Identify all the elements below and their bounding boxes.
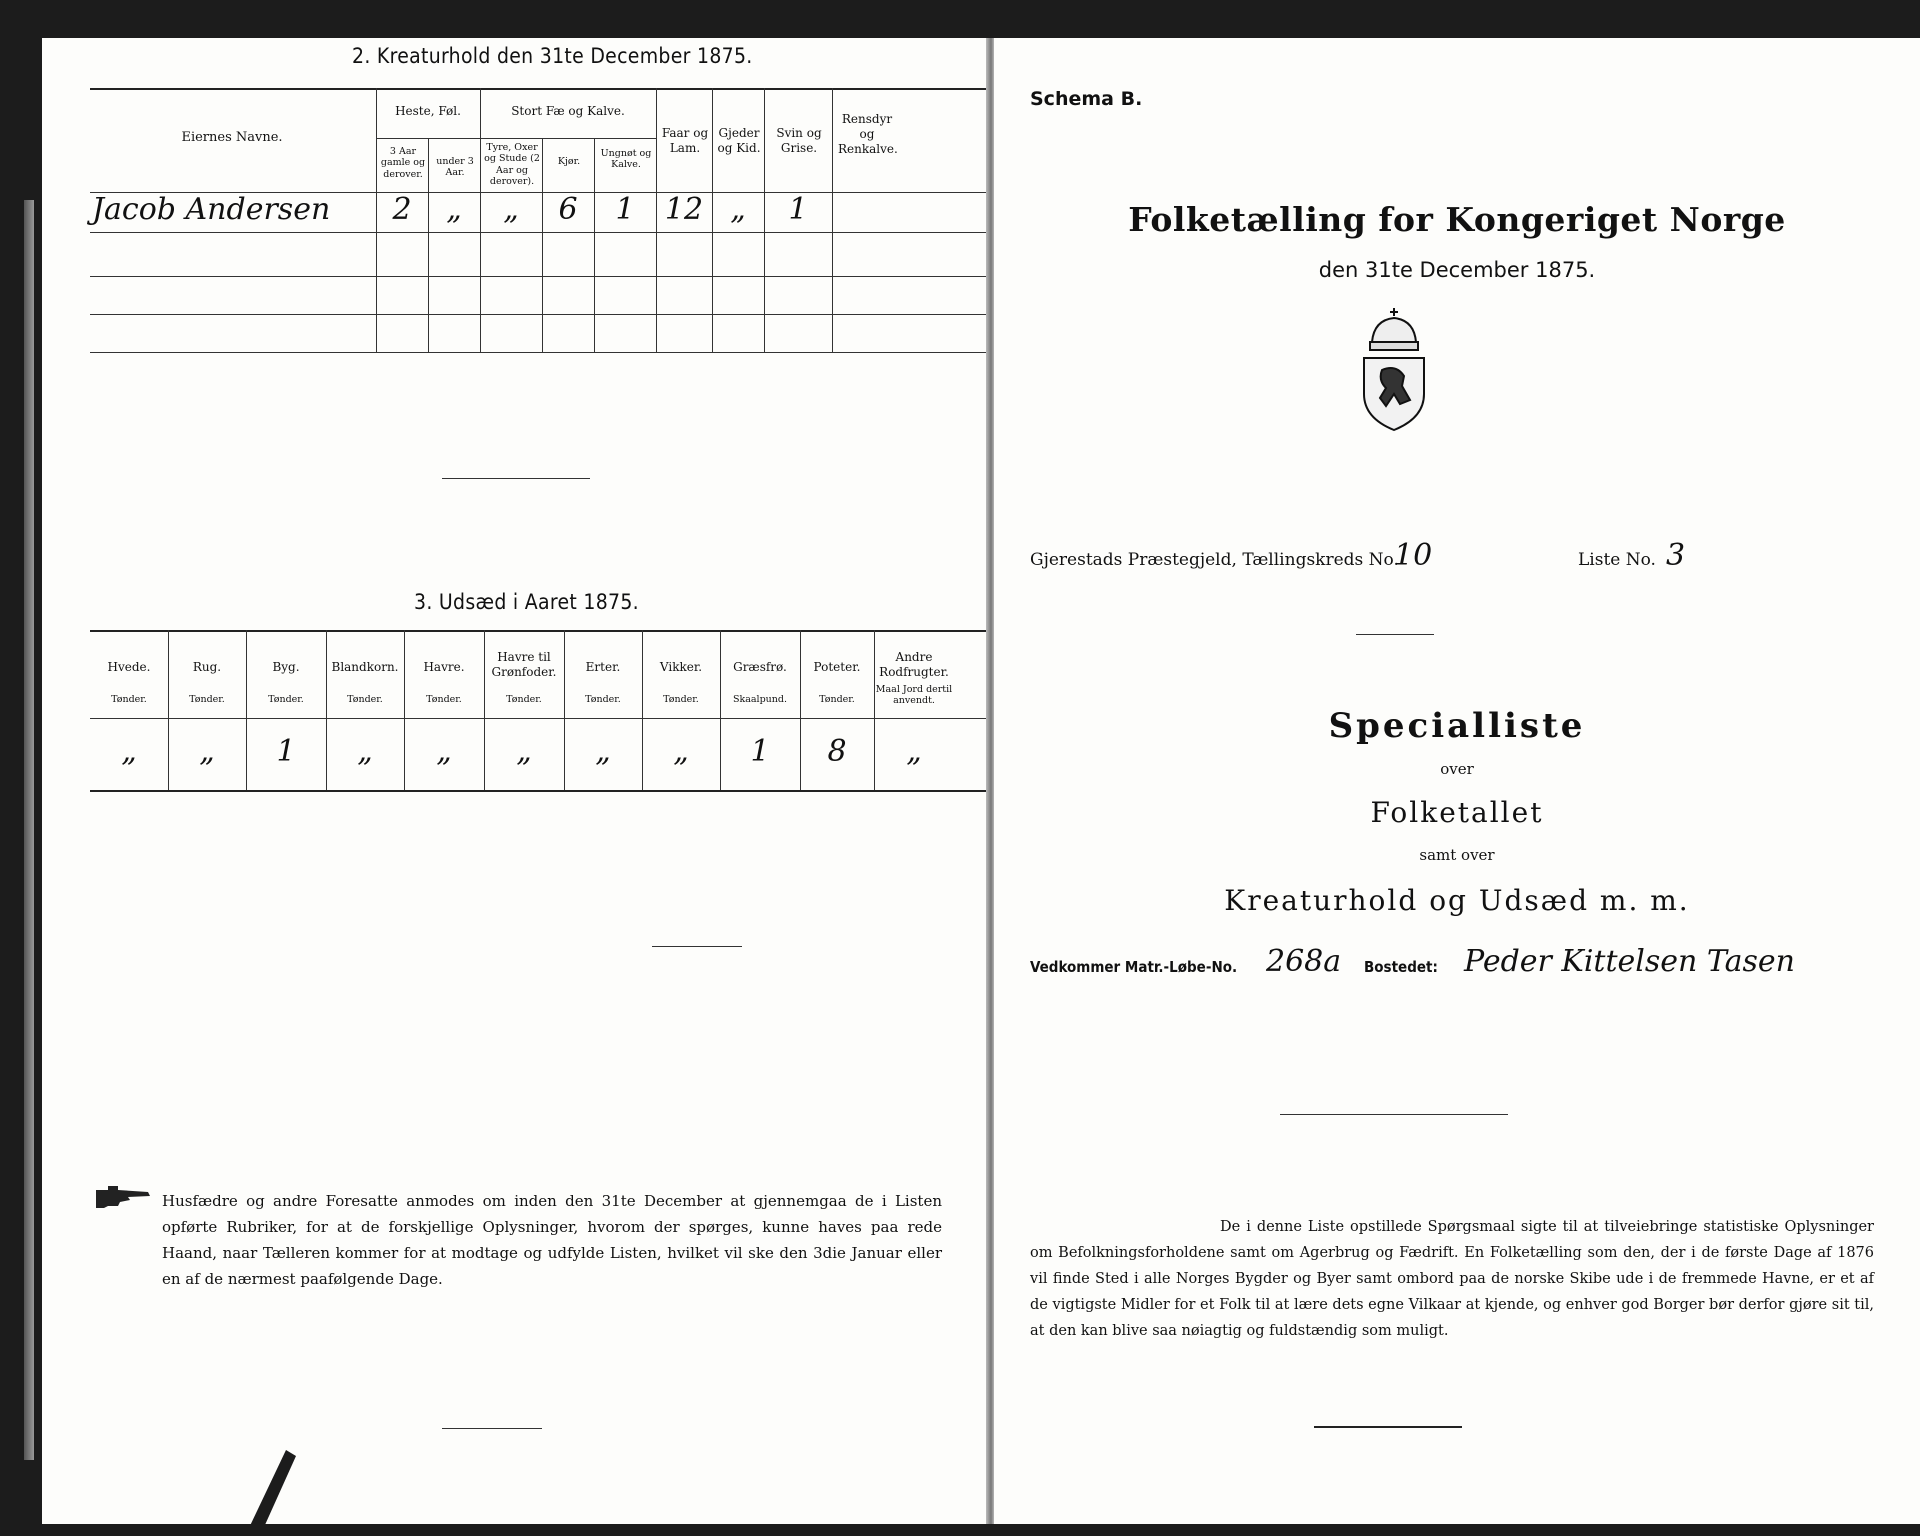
crop-col-unit: Tønder.	[111, 694, 147, 705]
value-gjeder: „	[730, 192, 746, 227]
table-row-rule	[90, 232, 990, 233]
matr-label: Vedkommer Matr.-Løbe-No.	[1030, 958, 1238, 976]
value-heste-old: 2	[392, 192, 412, 227]
crop-value: „	[121, 734, 137, 769]
crop-value: „	[436, 734, 452, 769]
vline	[542, 138, 543, 353]
crop-col-header: Havre til Grønfoder.	[491, 650, 557, 679]
over-text: over	[1440, 760, 1474, 778]
crop-col-header: Havre.	[423, 660, 465, 674]
col-gjeder: Gjeder og Kid.	[717, 126, 761, 155]
value-kjor: 6	[558, 192, 578, 227]
table-row-rule	[90, 314, 990, 315]
crop-col-unit: Tønder.	[585, 694, 621, 705]
footer-text: De i denne Liste opstillede Spørgsmaal sigte til at tilveiebringe statistiske Oplysninger om Befolkningsforholdene samt om Agerbrug og Fædrift. En Folketælling som den, der i de første Dage af 1876 vil finde Sted i alle Norges Bygder og Byer samt ombord paa de norske Skibe ude i de fremmede Havne, er et af de vigtigste Midler for et Folk til at lære dets egne Vilkaar at kjende, og enhver god Borger bør derfor gjøre sit til, at den kan blive saa nøiagtig og fuldstændig som muligt.	[1030, 1219, 1874, 1339]
crop-col-unit: Tønder.	[426, 694, 462, 705]
crop-col-header: Hvede.	[107, 660, 151, 674]
crop-col-header: Græsfrø.	[733, 660, 787, 674]
crop-col-header: Rug.	[192, 660, 222, 674]
kreaturhold-heading: Kreaturhold og Udsæd m. m.	[1224, 884, 1690, 917]
samt-over-text: samt over	[1419, 846, 1495, 864]
crop-table-bottom-rule	[90, 790, 990, 792]
crop-col-unit: Maal Jord dertil anvendt.	[875, 684, 953, 707]
district-value: 10	[1394, 538, 1433, 573]
crop-value: 1	[750, 734, 770, 769]
crop-col-header: Poteter.	[813, 660, 861, 674]
bostedet-value: Peder Kittelsen Tasen	[1464, 944, 1795, 979]
vline	[428, 138, 429, 353]
district-label: Tællingskreds No.	[1242, 550, 1399, 570]
crop-col-header: Blandkorn.	[331, 660, 399, 674]
section2-title: 2. Kreaturhold den 31te December 1875.	[352, 44, 753, 68]
crop-value: „	[906, 734, 922, 769]
table-top-rule	[90, 88, 990, 90]
main-date: den 31te December 1875.	[1318, 258, 1596, 282]
dot-mark	[652, 946, 742, 947]
value-faar: 12	[664, 192, 704, 227]
parish	[1030, 550, 1399, 570]
col-faar: Faar og Lam.	[661, 126, 709, 155]
col-heste-young: under 3 Aar.	[436, 156, 474, 179]
col-kjor: Kjør.	[557, 156, 581, 167]
crop-value: „	[673, 734, 689, 769]
crop-table-top-rule	[90, 630, 990, 632]
crop-col-unit: Tønder.	[347, 694, 383, 705]
col-tyre: Tyre, Oxer og Stude (2 Aar og derover).	[484, 142, 540, 188]
crop-col-unit: Skaalpund.	[732, 694, 788, 705]
crop-col-unit: Tønder.	[268, 694, 304, 705]
value-svin: 1	[788, 192, 808, 227]
col-group-stort: Stort Fæ og Kalve.	[511, 104, 625, 118]
crop-value: 8	[827, 734, 847, 769]
folketallet-heading: Folketallet	[1370, 796, 1544, 829]
crop-value: „	[357, 734, 373, 769]
crop-col-header: Byg.	[272, 660, 300, 674]
coat-of-arms-icon	[1352, 306, 1436, 434]
matr-value: 268a	[1266, 944, 1342, 979]
vline	[832, 88, 833, 353]
col-heste-old: 3 Aar gamle og derover.	[380, 146, 426, 180]
bottom-separator	[442, 1428, 542, 1429]
crop-col-header: Vikker.	[659, 660, 703, 674]
separator	[442, 478, 590, 479]
col-ungnot: Ungnøt og Kalve.	[600, 148, 652, 171]
notice-text: Husfædre og andre Foresatte anmodes om inden den 31te December at gjennemgaa de i Listen opførte Rubriker, for at de forskjellige Oplysninger, hvorom der spørges, kunne haves paa rede Haand, naar Tælleren kommer for at modtage og udfylde Listen, hvilket vil ske den 3die Januar eller en af de nærmest paafølgende Dage.	[162, 1192, 942, 1288]
right-page	[994, 38, 1920, 1524]
separator	[1280, 1114, 1508, 1115]
section3-title: 3. Udsæd i Aaret 1875.	[414, 590, 639, 614]
value-heste-young: „	[446, 192, 462, 227]
pen-object	[242, 1448, 302, 1524]
schema-label: Schema B.	[1030, 88, 1143, 110]
col-owner-header: Eiernes Navne.	[181, 130, 283, 145]
parish-name: Gjerestads Præstegjeld,	[1030, 550, 1237, 570]
crop-col-unit: Tønder.	[819, 694, 855, 705]
value-ungnot: 1	[615, 192, 635, 227]
bottom-rule	[1314, 1426, 1462, 1428]
table-row-rule	[90, 276, 990, 277]
crop-value: 1	[276, 734, 296, 769]
col-group-heste: Heste, Føl.	[395, 104, 461, 118]
col-rensdyr: Rensdyr og Renkalve.	[838, 112, 898, 156]
crop-col-unit: Tønder.	[189, 694, 225, 705]
owner-name: Jacob Andersen	[92, 192, 331, 227]
group-rule	[376, 138, 656, 139]
bostedet-label: Bostedet:	[1364, 958, 1438, 976]
specialliste-heading: Specialliste	[1328, 706, 1586, 746]
crop-col-unit: Tønder.	[663, 694, 699, 705]
crop-col-header: Andre Rodfrugter.	[879, 650, 949, 679]
crop-col-unit: Tønder.	[506, 694, 542, 705]
pointing-hand-icon	[94, 1184, 154, 1210]
table-bottom-rule	[90, 352, 990, 353]
list-label: Liste No.	[1578, 550, 1656, 570]
left-page	[42, 38, 992, 1524]
crop-value: „	[199, 734, 215, 769]
crop-table-header-rule	[90, 718, 990, 719]
col-svin: Svin og Grise.	[776, 126, 822, 155]
list-value: 3	[1666, 538, 1686, 573]
separator	[1356, 634, 1434, 635]
vline	[594, 138, 595, 353]
crop-col-header: Erter.	[585, 660, 621, 674]
main-title: Folketælling for Kongeriget Norge	[1128, 200, 1786, 239]
crop-value: „	[516, 734, 532, 769]
value-tyre: „	[503, 192, 519, 227]
crop-value: „	[595, 734, 611, 769]
book-edge	[24, 200, 34, 1460]
